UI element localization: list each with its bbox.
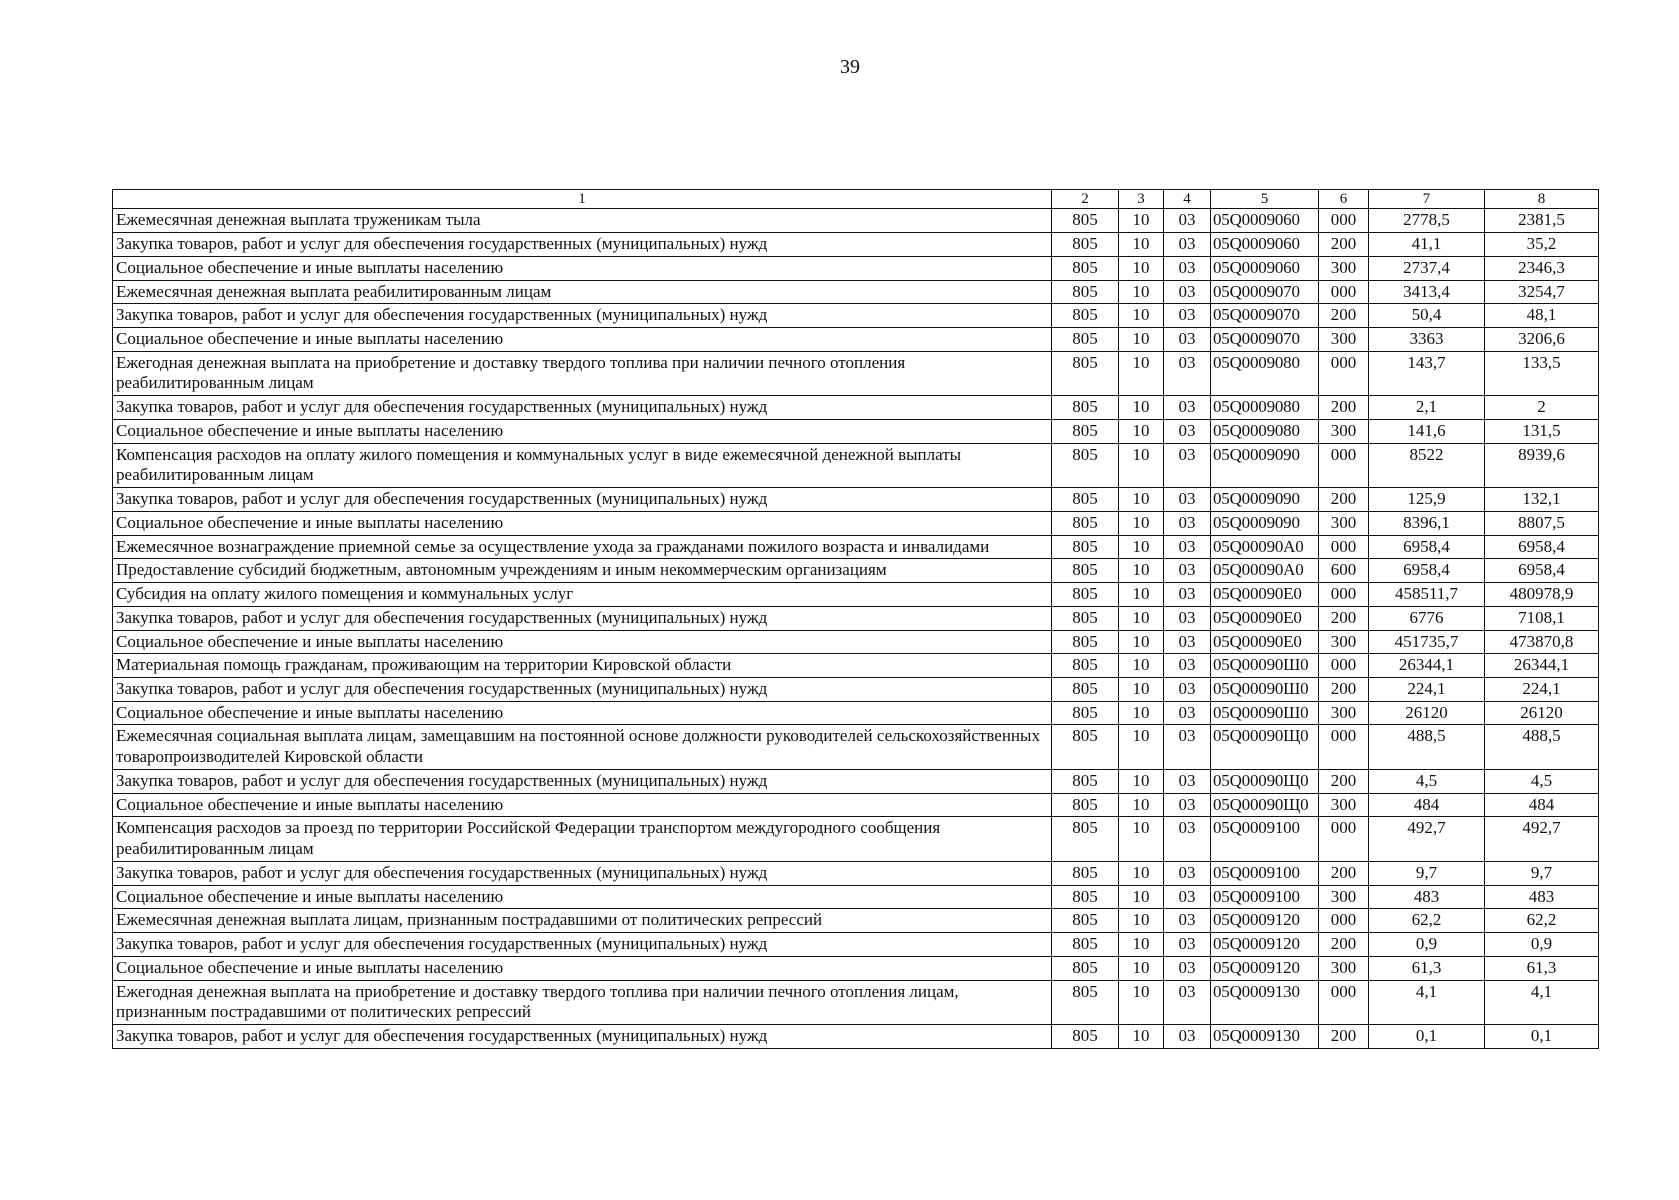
expense-type-cell: 200 [1319,304,1369,328]
expense-name-cell: Ежегодная денежная выплата на приобретение и доставку твердого топлива при наличии печного отопления лицам, признанным пострадавшими от политических репрессий [113,980,1052,1024]
amount-year1-cell: 483 [1369,885,1485,909]
table-row [113,304,1599,328]
subsection-code-cell: 03 [1164,535,1211,559]
expense-type-cell: 200 [1319,233,1369,257]
table-row [113,209,1599,233]
expense-name-cell: Ежемесячная денежная выплата лицам, признанным пострадавшими от политических репрессий [113,909,1052,933]
ministry-code-cell: 805 [1052,980,1119,1024]
amount-year1-cell: 451735,7 [1369,630,1485,654]
subsection-code-cell: 03 [1164,419,1211,443]
expense-type-cell: 300 [1319,630,1369,654]
subsection-code-cell: 03 [1164,861,1211,885]
table-body [113,190,1599,1049]
table-row [113,256,1599,280]
table-row [113,327,1599,351]
target-article-cell: 05Q0009120 [1211,909,1319,933]
subsection-code-cell: 03 [1164,885,1211,909]
expense-type-cell: 300 [1319,793,1369,817]
table-row [113,583,1599,607]
amount-year2-cell: 6958,4 [1485,535,1599,559]
amount-year1-cell: 6958,4 [1369,559,1485,583]
subsection-code-cell: 03 [1164,488,1211,512]
amount-year2-cell: 3206,6 [1485,327,1599,351]
expense-type-cell: 000 [1319,280,1369,304]
target-article-cell: 05Q0009090 [1211,443,1319,487]
expense-type-cell: 300 [1319,885,1369,909]
amount-year1-cell: 8522 [1369,443,1485,487]
expense-type-cell: 200 [1319,769,1369,793]
amount-year2-cell: 7108,1 [1485,606,1599,630]
section-code-cell: 10 [1119,630,1164,654]
expense-type-cell: 200 [1319,933,1369,957]
table-row [113,677,1599,701]
ministry-code-cell: 805 [1052,280,1119,304]
expense-type-cell: 300 [1319,956,1369,980]
expense-type-cell: 000 [1319,980,1369,1024]
target-article-cell: 05Q0009100 [1211,861,1319,885]
amount-year2-cell: 484 [1485,793,1599,817]
subsection-code-cell: 03 [1164,630,1211,654]
ministry-code-cell: 805 [1052,559,1119,583]
expense-name-cell: Ежемесячная денежная выплата труженикам тыла [113,209,1052,233]
header-row [113,190,1599,209]
subsection-code-cell: 03 [1164,725,1211,769]
table-row [113,396,1599,420]
expense-name-cell: Предоставление субсидий бюджетным, автономным учреждениям и иным некоммерческим организациям [113,559,1052,583]
target-article-cell: 05Q0009080 [1211,396,1319,420]
expense-name-cell: Ежегодная денежная выплата на приобретение и доставку твердого топлива при наличии печного отопления реабилитированным лицам [113,351,1052,395]
table-row [113,933,1599,957]
subsection-code-cell: 03 [1164,209,1211,233]
expense-name-cell: Компенсация расходов на оплату жилого помещения и коммунальных услуг в виде ежемесячной денежной выплаты реабилитированным лицам [113,443,1052,487]
ministry-code-cell: 805 [1052,583,1119,607]
expense-name-cell: Социальное обеспечение и иные выплаты населению [113,793,1052,817]
section-code-cell: 10 [1119,351,1164,395]
target-article-cell: 05Q0009090 [1211,511,1319,535]
target-article-cell: 05Q0009070 [1211,280,1319,304]
ministry-code-cell: 805 [1052,861,1119,885]
section-code-cell: 10 [1119,1025,1164,1049]
section-code-cell: 10 [1119,488,1164,512]
section-code-cell: 10 [1119,209,1164,233]
expense-type-cell: 200 [1319,488,1369,512]
ministry-code-cell: 805 [1052,701,1119,725]
subsection-code-cell: 03 [1164,233,1211,257]
ministry-code-cell: 805 [1052,535,1119,559]
ministry-code-cell: 805 [1052,909,1119,933]
subsection-code-cell: 03 [1164,677,1211,701]
expense-type-cell: 300 [1319,701,1369,725]
amount-year1-cell: 6958,4 [1369,535,1485,559]
expense-type-cell: 000 [1319,209,1369,233]
amount-year2-cell: 6958,4 [1485,559,1599,583]
subsection-code-cell: 03 [1164,654,1211,678]
target-article-cell: 05Q0009130 [1211,980,1319,1024]
amount-year2-cell: 2381,5 [1485,209,1599,233]
budget-table [112,189,1599,1049]
amount-year2-cell: 133,5 [1485,351,1599,395]
expense-name-cell: Закупка товаров, работ и услуг для обеспечения государственных (муниципальных) нужд [113,304,1052,328]
section-code-cell: 10 [1119,956,1164,980]
section-code-cell: 10 [1119,701,1164,725]
amount-year1-cell: 4,1 [1369,980,1485,1024]
section-code-cell: 10 [1119,583,1164,607]
section-code-cell: 10 [1119,535,1164,559]
ministry-code-cell: 805 [1052,933,1119,957]
amount-year2-cell: 480978,9 [1485,583,1599,607]
expense-name-cell: Социальное обеспечение и иные выплаты населению [113,327,1052,351]
amount-year2-cell: 0,9 [1485,933,1599,957]
amount-year1-cell: 26344,1 [1369,654,1485,678]
table-row [113,817,1599,861]
expense-name-cell: Социальное обеспечение и иные выплаты населению [113,701,1052,725]
amount-year1-cell: 143,7 [1369,351,1485,395]
amount-year2-cell: 26344,1 [1485,654,1599,678]
subsection-code-cell: 03 [1164,606,1211,630]
amount-year2-cell: 9,7 [1485,861,1599,885]
table-row [113,559,1599,583]
table-row [113,443,1599,487]
amount-year1-cell: 62,2 [1369,909,1485,933]
target-article-cell: 05Q0009130 [1211,1025,1319,1049]
table-row [113,909,1599,933]
expense-name-cell: Социальное обеспечение и иные выплаты населению [113,885,1052,909]
expense-type-cell: 000 [1319,535,1369,559]
expense-name-cell: Компенсация расходов за проезд по территории Российской Федерации транспортом междугородного сообщения реабилитированным лицам [113,817,1052,861]
amount-year2-cell: 132,1 [1485,488,1599,512]
expense-name-cell: Субсидия на оплату жилого помещения и коммунальных услуг [113,583,1052,607]
section-code-cell: 10 [1119,861,1164,885]
expense-name-cell: Закупка товаров, работ и услуг для обеспечения государственных (муниципальных) нужд [113,769,1052,793]
amount-year1-cell: 3413,4 [1369,280,1485,304]
expense-type-cell: 000 [1319,351,1369,395]
amount-year1-cell: 141,6 [1369,419,1485,443]
amount-year2-cell: 492,7 [1485,817,1599,861]
amount-year2-cell: 26120 [1485,701,1599,725]
amount-year1-cell: 224,1 [1369,677,1485,701]
expense-type-cell: 200 [1319,677,1369,701]
amount-year2-cell: 35,2 [1485,233,1599,257]
amount-year1-cell: 3363 [1369,327,1485,351]
subsection-code-cell: 03 [1164,256,1211,280]
section-code-cell: 10 [1119,769,1164,793]
expense-type-cell: 000 [1319,909,1369,933]
table-row [113,980,1599,1024]
table-row [113,956,1599,980]
expense-type-cell: 300 [1319,327,1369,351]
amount-year1-cell: 2737,4 [1369,256,1485,280]
ministry-code-cell: 805 [1052,654,1119,678]
subsection-code-cell: 03 [1164,980,1211,1024]
table-row [113,701,1599,725]
target-article-cell: 05Q00090E0 [1211,630,1319,654]
table-row [113,419,1599,443]
amount-year2-cell: 8807,5 [1485,511,1599,535]
subsection-code-cell: 03 [1164,351,1211,395]
expense-name-cell: Закупка товаров, работ и услуг для обеспечения государственных (муниципальных) нужд [113,933,1052,957]
expense-type-cell: 000 [1319,725,1369,769]
column-header: 8 [1485,190,1599,209]
target-article-cell: 05Q0009080 [1211,351,1319,395]
expense-name-cell: Материальная помощь гражданам, проживающим на территории Кировской области [113,654,1052,678]
ministry-code-cell: 805 [1052,677,1119,701]
section-code-cell: 10 [1119,256,1164,280]
target-article-cell: 05Q0009100 [1211,817,1319,861]
target-article-cell: 05Q0009080 [1211,419,1319,443]
ministry-code-cell: 805 [1052,256,1119,280]
subsection-code-cell: 03 [1164,559,1211,583]
amount-year2-cell: 224,1 [1485,677,1599,701]
page-number: 39 [840,56,860,78]
table-row [113,535,1599,559]
ministry-code-cell: 805 [1052,488,1119,512]
target-article-cell: 05Q00090Ш0 [1211,677,1319,701]
section-code-cell: 10 [1119,233,1164,257]
section-code-cell: 10 [1119,511,1164,535]
expense-type-cell: 200 [1319,861,1369,885]
column-header: 1 [113,190,1052,209]
expense-type-cell: 000 [1319,583,1369,607]
subsection-code-cell: 03 [1164,793,1211,817]
subsection-code-cell: 03 [1164,583,1211,607]
expense-name-cell: Закупка товаров, работ и услуг для обеспечения государственных (муниципальных) нужд [113,1025,1052,1049]
expense-name-cell: Социальное обеспечение и иные выплаты населению [113,419,1052,443]
expense-name-cell: Социальное обеспечение и иные выплаты населению [113,511,1052,535]
ministry-code-cell: 805 [1052,327,1119,351]
expense-type-cell: 300 [1319,256,1369,280]
ministry-code-cell: 805 [1052,443,1119,487]
expense-type-cell: 200 [1319,606,1369,630]
target-article-cell: 05Q00090Ш0 [1211,654,1319,678]
expense-name-cell: Закупка товаров, работ и услуг для обеспечения государственных (муниципальных) нужд [113,233,1052,257]
target-article-cell: 05Q0009120 [1211,956,1319,980]
amount-year2-cell: 62,2 [1485,909,1599,933]
amount-year1-cell: 6776 [1369,606,1485,630]
subsection-code-cell: 03 [1164,1025,1211,1049]
subsection-code-cell: 03 [1164,701,1211,725]
amount-year2-cell: 4,5 [1485,769,1599,793]
column-header: 4 [1164,190,1211,209]
section-code-cell: 10 [1119,885,1164,909]
amount-year2-cell: 2 [1485,396,1599,420]
ministry-code-cell: 805 [1052,1025,1119,1049]
section-code-cell: 10 [1119,304,1164,328]
table-row [113,725,1599,769]
amount-year1-cell: 2,1 [1369,396,1485,420]
ministry-code-cell: 805 [1052,885,1119,909]
table-row [113,654,1599,678]
column-header: 5 [1211,190,1319,209]
section-code-cell: 10 [1119,793,1164,817]
amount-year2-cell: 131,5 [1485,419,1599,443]
amount-year1-cell: 4,5 [1369,769,1485,793]
target-article-cell: 05Q00090E0 [1211,606,1319,630]
section-code-cell: 10 [1119,677,1164,701]
expense-type-cell: 200 [1319,1025,1369,1049]
ministry-code-cell: 805 [1052,817,1119,861]
amount-year1-cell: 9,7 [1369,861,1485,885]
expense-name-cell: Социальное обеспечение и иные выплаты населению [113,256,1052,280]
column-header: 3 [1119,190,1164,209]
expense-name-cell: Социальное обеспечение и иные выплаты населению [113,956,1052,980]
expense-name-cell: Ежемесячная социальная выплата лицам, замещавшим на постоянной основе должности руководителей сельскохозяйственных товаропроизводителей Кировской области [113,725,1052,769]
amount-year1-cell: 41,1 [1369,233,1485,257]
subsection-code-cell: 03 [1164,280,1211,304]
ministry-code-cell: 805 [1052,396,1119,420]
target-article-cell: 05Q00090Щ0 [1211,769,1319,793]
ministry-code-cell: 805 [1052,956,1119,980]
table-row [113,861,1599,885]
section-code-cell: 10 [1119,606,1164,630]
amount-year1-cell: 484 [1369,793,1485,817]
target-article-cell: 05Q0009060 [1211,256,1319,280]
ministry-code-cell: 805 [1052,511,1119,535]
table-row [113,351,1599,395]
amount-year1-cell: 26120 [1369,701,1485,725]
amount-year2-cell: 8939,6 [1485,443,1599,487]
section-code-cell: 10 [1119,909,1164,933]
table-row [113,630,1599,654]
column-header: 6 [1319,190,1369,209]
target-article-cell: 05Q00090Щ0 [1211,725,1319,769]
section-code-cell: 10 [1119,443,1164,487]
amount-year1-cell: 492,7 [1369,817,1485,861]
expense-type-cell: 600 [1319,559,1369,583]
table-row [113,233,1599,257]
target-article-cell: 05Q0009060 [1211,233,1319,257]
amount-year1-cell: 61,3 [1369,956,1485,980]
ministry-code-cell: 805 [1052,351,1119,395]
subsection-code-cell: 03 [1164,327,1211,351]
table-row [113,1025,1599,1049]
target-article-cell: 05Q0009070 [1211,327,1319,351]
subsection-code-cell: 03 [1164,396,1211,420]
expense-name-cell: Социальное обеспечение и иные выплаты населению [113,630,1052,654]
table-row [113,280,1599,304]
subsection-code-cell: 03 [1164,817,1211,861]
ministry-code-cell: 805 [1052,725,1119,769]
section-code-cell: 10 [1119,396,1164,420]
subsection-code-cell: 03 [1164,909,1211,933]
ministry-code-cell: 805 [1052,233,1119,257]
amount-year1-cell: 0,1 [1369,1025,1485,1049]
expense-type-cell: 300 [1319,419,1369,443]
subsection-code-cell: 03 [1164,933,1211,957]
amount-year1-cell: 50,4 [1369,304,1485,328]
table-row [113,885,1599,909]
ministry-code-cell: 805 [1052,793,1119,817]
amount-year1-cell: 458511,7 [1369,583,1485,607]
amount-year1-cell: 488,5 [1369,725,1485,769]
amount-year2-cell: 473870,8 [1485,630,1599,654]
section-code-cell: 10 [1119,280,1164,304]
target-article-cell: 05Q0009070 [1211,304,1319,328]
expense-name-cell: Закупка товаров, работ и услуг для обеспечения государственных (муниципальных) нужд [113,488,1052,512]
amount-year2-cell: 0,1 [1485,1025,1599,1049]
section-code-cell: 10 [1119,725,1164,769]
section-code-cell: 10 [1119,817,1164,861]
amount-year2-cell: 3254,7 [1485,280,1599,304]
expense-name-cell: Закупка товаров, работ и услуг для обеспечения государственных (муниципальных) нужд [113,677,1052,701]
section-code-cell: 10 [1119,933,1164,957]
expense-type-cell: 000 [1319,654,1369,678]
ministry-code-cell: 805 [1052,630,1119,654]
column-header: 7 [1369,190,1485,209]
table-row [113,793,1599,817]
target-article-cell: 05Q0009120 [1211,933,1319,957]
subsection-code-cell: 03 [1164,304,1211,328]
table-row [113,606,1599,630]
target-article-cell: 05Q00090A0 [1211,535,1319,559]
subsection-code-cell: 03 [1164,956,1211,980]
ministry-code-cell: 805 [1052,769,1119,793]
target-article-cell: 05Q00090E0 [1211,583,1319,607]
amount-year1-cell: 2778,5 [1369,209,1485,233]
expense-type-cell: 000 [1319,817,1369,861]
amount-year1-cell: 125,9 [1369,488,1485,512]
section-code-cell: 10 [1119,559,1164,583]
ministry-code-cell: 805 [1052,606,1119,630]
subsection-code-cell: 03 [1164,511,1211,535]
target-article-cell: 05Q00090A0 [1211,559,1319,583]
amount-year1-cell: 8396,1 [1369,511,1485,535]
ministry-code-cell: 805 [1052,304,1119,328]
ministry-code-cell: 805 [1052,209,1119,233]
expense-name-cell: Ежемесячная денежная выплата реабилитированным лицам [113,280,1052,304]
section-code-cell: 10 [1119,419,1164,443]
expense-name-cell: Закупка товаров, работ и услуг для обеспечения государственных (муниципальных) нужд [113,861,1052,885]
section-code-cell: 10 [1119,980,1164,1024]
amount-year2-cell: 483 [1485,885,1599,909]
section-code-cell: 10 [1119,654,1164,678]
subsection-code-cell: 03 [1164,443,1211,487]
target-article-cell: 05Q0009060 [1211,209,1319,233]
expense-type-cell: 200 [1319,396,1369,420]
table-row [113,511,1599,535]
expense-type-cell: 300 [1319,511,1369,535]
section-code-cell: 10 [1119,327,1164,351]
expense-type-cell: 000 [1319,443,1369,487]
amount-year2-cell: 488,5 [1485,725,1599,769]
table-row [113,769,1599,793]
column-header: 2 [1052,190,1119,209]
subsection-code-cell: 03 [1164,769,1211,793]
target-article-cell: 05Q0009090 [1211,488,1319,512]
amount-year2-cell: 61,3 [1485,956,1599,980]
table-row [113,488,1599,512]
target-article-cell: 05Q00090Щ0 [1211,793,1319,817]
target-article-cell: 05Q0009100 [1211,885,1319,909]
expense-name-cell: Закупка товаров, работ и услуг для обеспечения государственных (муниципальных) нужд [113,396,1052,420]
target-article-cell: 05Q00090Ш0 [1211,701,1319,725]
amount-year2-cell: 2346,3 [1485,256,1599,280]
expense-name-cell: Закупка товаров, работ и услуг для обеспечения государственных (муниципальных) нужд [113,606,1052,630]
amount-year1-cell: 0,9 [1369,933,1485,957]
expense-name-cell: Ежемесячное вознаграждение приемной семье за осуществление ухода за гражданами пожилого возраста и инвалидами [113,535,1052,559]
amount-year2-cell: 4,1 [1485,980,1599,1024]
ministry-code-cell: 805 [1052,419,1119,443]
amount-year2-cell: 48,1 [1485,304,1599,328]
